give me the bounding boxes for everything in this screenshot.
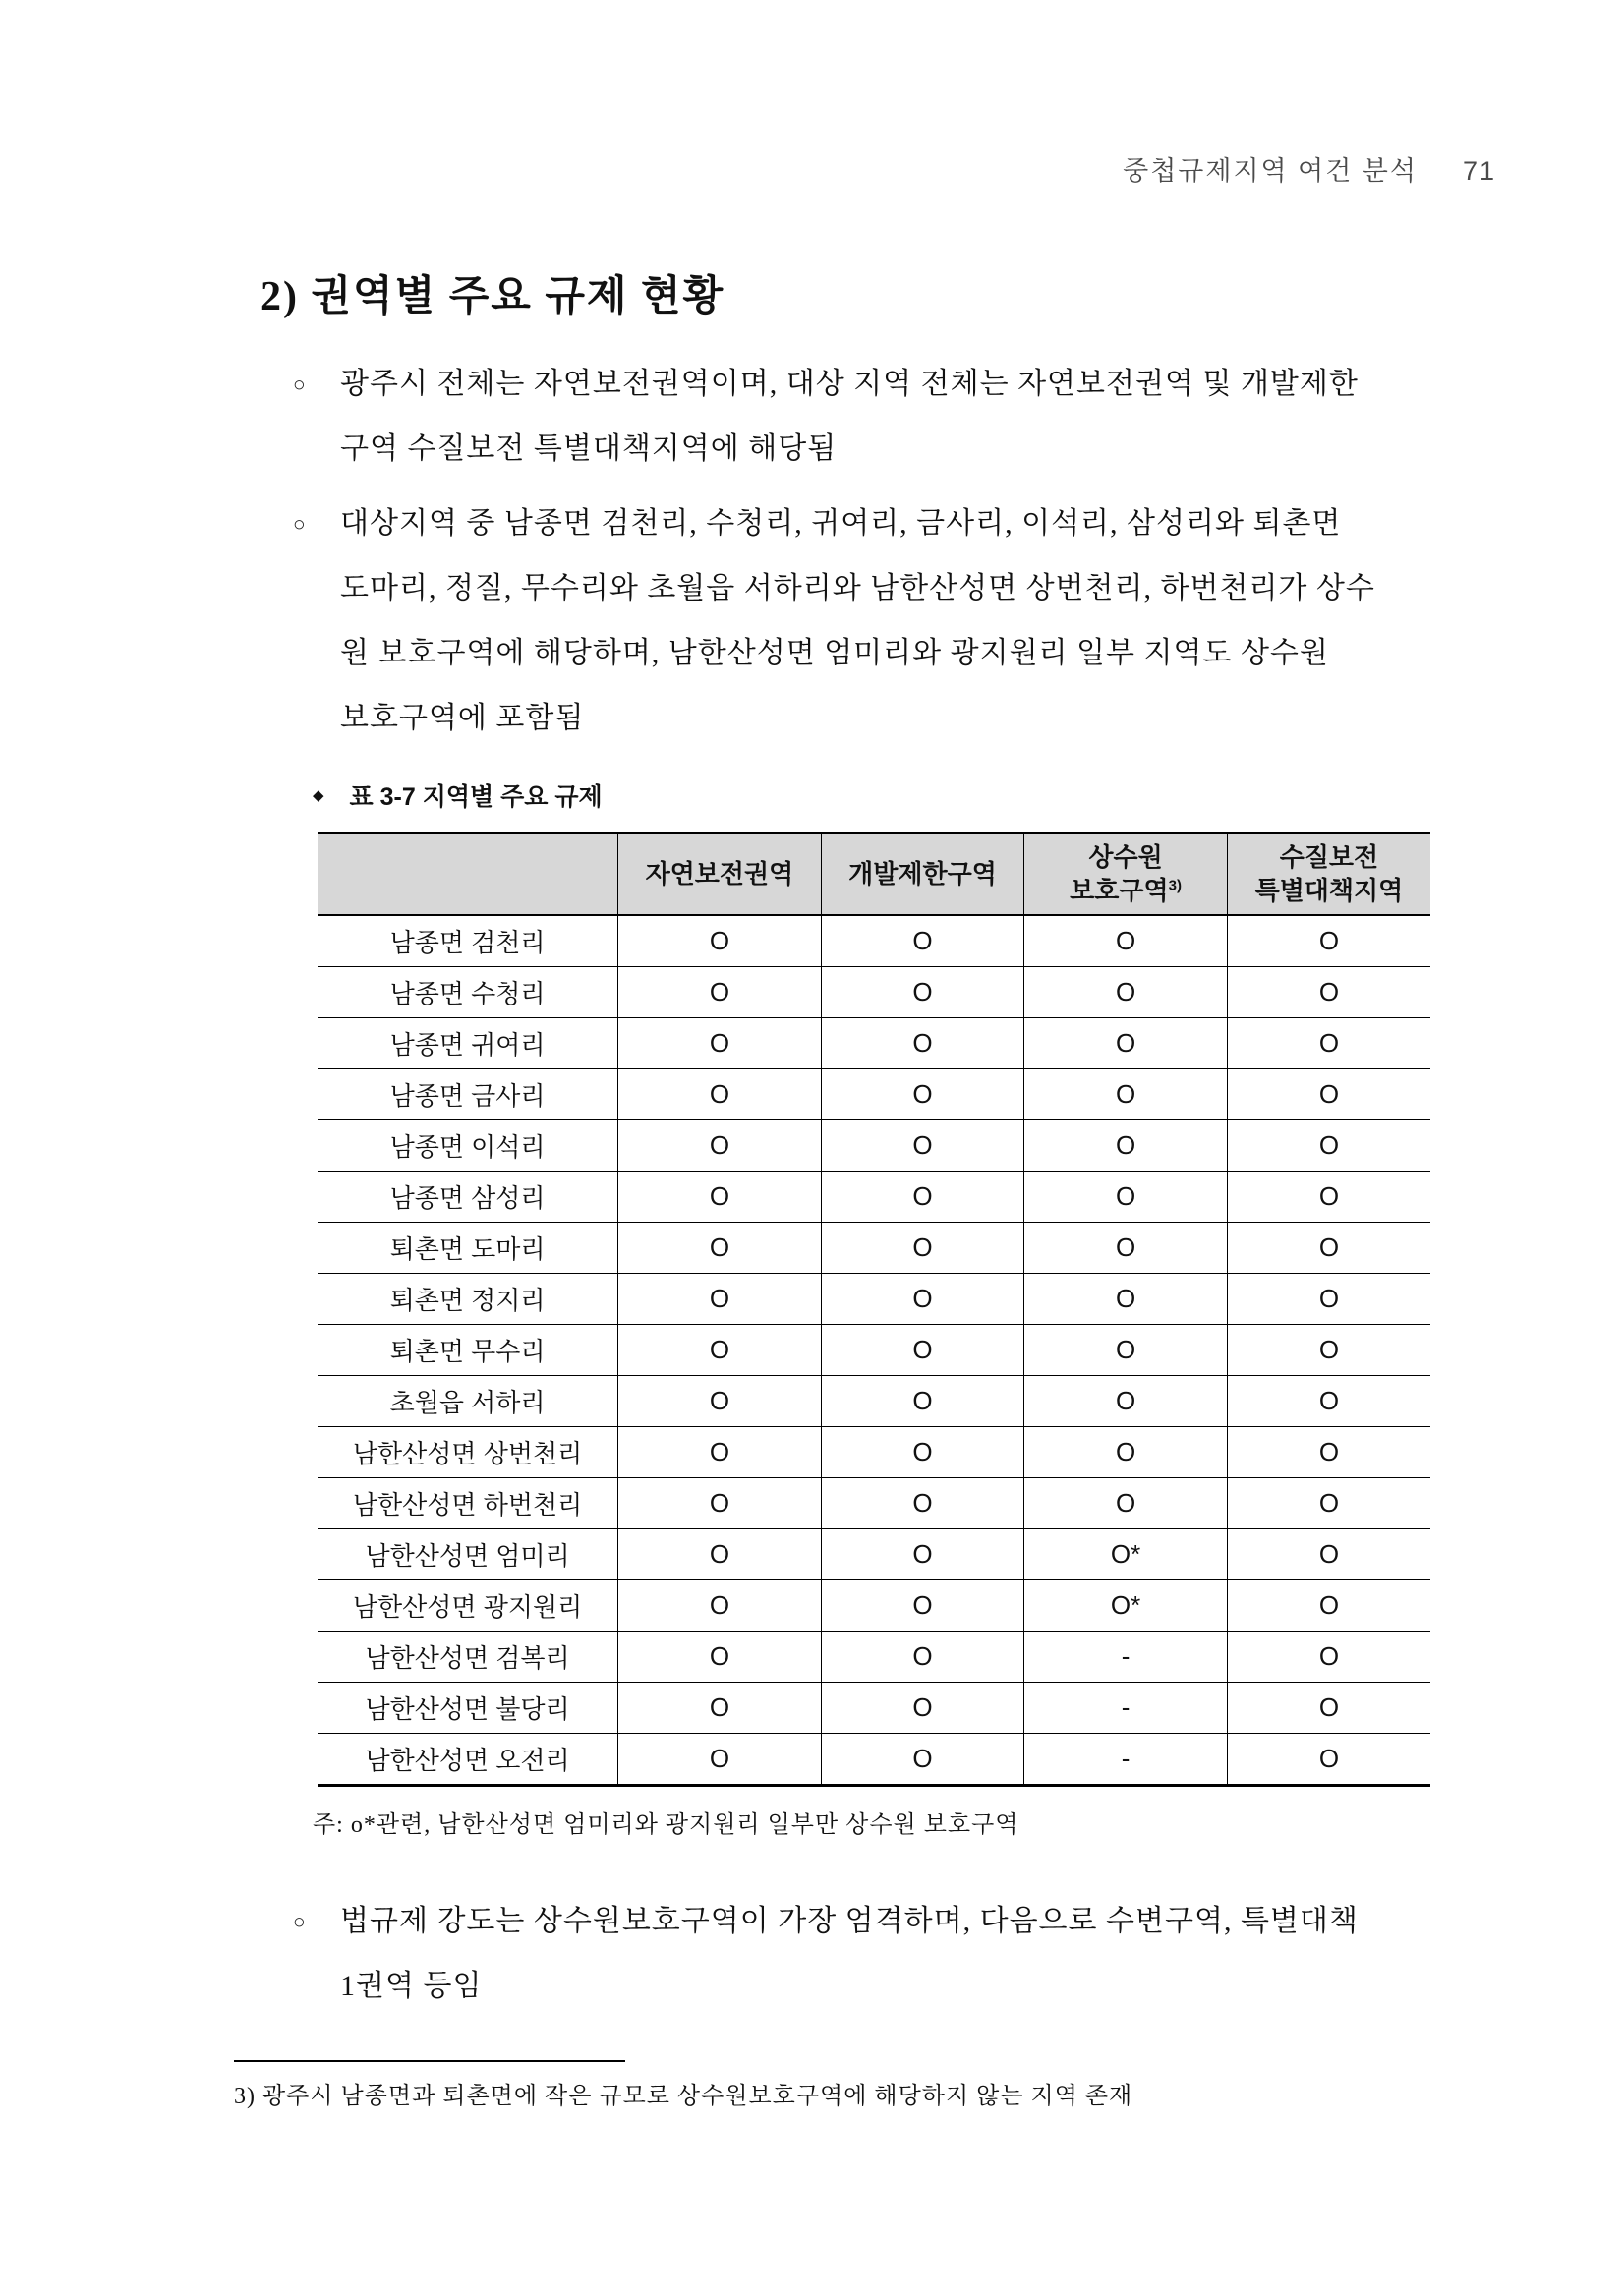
regulation-mark: - [1024, 1632, 1228, 1683]
regulation-mark: O [618, 1632, 822, 1683]
regulation-mark: O [1024, 1172, 1228, 1223]
regulation-mark: O [1227, 1120, 1430, 1172]
text-line: 구역 수질보전 특별대책지역에 해당됨 [340, 432, 838, 465]
regulation-mark: O [1024, 967, 1228, 1018]
regulation-mark: - [1024, 1734, 1228, 1786]
regulation-mark: O [821, 1529, 1024, 1580]
diamond-bullet-icon: ◆ [313, 787, 324, 804]
region-name: 남한산성면 상번천리 [318, 1427, 618, 1478]
region-name: 남종면 금사리 [318, 1069, 618, 1120]
table-row [318, 1069, 1430, 1120]
regulation-mark: O [1227, 1427, 1430, 1478]
region-name: 퇴촌면 도마리 [318, 1223, 618, 1274]
regulation-mark: O [1227, 1325, 1430, 1376]
regulation-mark: O [1227, 1172, 1430, 1223]
regulation-mark: O [1024, 1478, 1228, 1529]
region-name: 남한산성면 검복리 [318, 1632, 618, 1683]
region-name: 남종면 이석리 [318, 1120, 618, 1172]
regulation-mark: O [821, 1120, 1024, 1172]
regulation-table [318, 832, 1430, 1787]
regulation-mark: O [821, 967, 1024, 1018]
region-name: 남종면 귀여리 [318, 1018, 618, 1069]
bullet-paragraph [293, 1889, 1359, 2019]
table-row [318, 1325, 1430, 1376]
footnote-ref: 3) [1168, 876, 1182, 893]
regulation-mark: O* [1024, 1580, 1228, 1632]
regulation-mark: O [618, 1172, 822, 1223]
region-name: 남한산성면 엄미리 [318, 1529, 618, 1580]
column-header: 자연보전권역 [618, 833, 822, 916]
regulation-mark: O [821, 1632, 1024, 1683]
region-name: 퇴촌면 정지리 [318, 1274, 618, 1325]
regulation-mark: O [618, 1580, 822, 1632]
region-name: 퇴촌면 무수리 [318, 1325, 618, 1376]
regulation-mark: O* [1024, 1529, 1228, 1580]
bullet-paragraph [293, 491, 1375, 751]
regulation-mark: O [1024, 1018, 1228, 1069]
text-line: 법규제 강도는 상수원보호구역이 가장 엄격하며, 다음으로 수변구역, 특별대책 [340, 1905, 1359, 1937]
table-row [318, 1223, 1430, 1274]
text-line: 광주시 전체는 자연보전권역이며, 대상 지역 전체는 자연보전권역 및 개발제한 [340, 368, 1359, 400]
regulation-mark: O [618, 1120, 822, 1172]
regulation-mark: O [618, 1478, 822, 1529]
regulation-mark: O [821, 915, 1024, 967]
table-row [318, 1274, 1430, 1325]
table-row [318, 1120, 1430, 1172]
regulation-mark: O [821, 1274, 1024, 1325]
footnote: 3) 광주시 남종면과 퇴촌면에 작은 규모로 상수원보호구역에 해당하지 않는 지역 존재 [234, 2084, 1133, 2109]
regulation-mark: O [1227, 1580, 1430, 1632]
regulation-mark: - [1024, 1683, 1228, 1734]
regulation-mark: O [821, 1069, 1024, 1120]
footnote-divider [234, 2060, 625, 2062]
regulation-mark: O [1024, 1274, 1228, 1325]
regulation-mark: O [1227, 1018, 1430, 1069]
table-row [318, 1172, 1430, 1223]
running-head [1123, 149, 1496, 188]
regulation-mark: O [821, 1325, 1024, 1376]
regulation-mark: O [821, 1478, 1024, 1529]
regulation-mark: O [1227, 1069, 1430, 1120]
regulation-mark: O [618, 915, 822, 967]
regulation-mark: O [618, 1734, 822, 1786]
section-title: 2) 권역별 주요 규제 현황 [261, 274, 725, 319]
regulation-mark: O [618, 1069, 822, 1120]
regulation-mark: O [1227, 1274, 1430, 1325]
column-header: 개발제한구역 [821, 833, 1024, 916]
regulation-mark: O [821, 1580, 1024, 1632]
running-head-title: 중첩규제지역 여건 분석 [1123, 156, 1418, 186]
table-row [318, 1580, 1430, 1632]
region-name: 남종면 검천리 [389, 928, 546, 957]
regulation-mark: O [821, 1683, 1024, 1734]
table-row [318, 1478, 1430, 1529]
regulation-mark: O [618, 1427, 822, 1478]
text-line: 원 보호구역에 해당하며, 남한산성면 엄미리와 광지원리 일부 지역도 상수원 [340, 637, 1329, 669]
regulation-mark: O [1227, 1376, 1430, 1427]
table-row [318, 1529, 1430, 1580]
regulation-mark: O [618, 1325, 822, 1376]
regulation-mark: O [1227, 1223, 1430, 1274]
regulation-mark: O [821, 1223, 1024, 1274]
region-name: 남한산성면 불당리 [318, 1683, 618, 1734]
region-name: 남한산성면 광지원리 [318, 1580, 618, 1632]
text-line: 1권역 등임 [340, 1970, 483, 2002]
circle-bullet-icon: ○ [293, 373, 306, 396]
paragraph-lines [340, 352, 1359, 482]
regulation-mark: O [821, 1376, 1024, 1427]
table-caption-text: 표 3-7 지역별 주요 규제 [349, 783, 603, 811]
regulation-mark: O [1024, 915, 1228, 967]
region-name: 남한산성면 오전리 [318, 1734, 618, 1786]
regulation-mark: O [1024, 1223, 1228, 1274]
regulation-mark: O [618, 1018, 822, 1069]
regulation-mark: O [618, 1274, 822, 1325]
regulation-mark: O [1227, 967, 1430, 1018]
regulation-mark: O [1024, 1376, 1228, 1427]
table-row [318, 1427, 1430, 1478]
regulation-mark: O [1024, 1325, 1228, 1376]
regulation-mark: O [1227, 1683, 1430, 1734]
regulation-mark: O [618, 1683, 822, 1734]
regulation-mark: O [1227, 1734, 1430, 1786]
page-number: 71 [1462, 156, 1496, 186]
regulation-mark: O [1227, 915, 1430, 967]
table-row [318, 967, 1430, 1018]
table-row [318, 1018, 1430, 1069]
circle-bullet-icon: ○ [293, 1910, 306, 1933]
regulation-mark: O [618, 967, 822, 1018]
regulation-mark: O [1227, 1529, 1430, 1580]
text-line: 대상지역 중 남종면 검천리, 수청리, 귀여리, 금사리, 이석리, 삼성리와 퇴촌면 [340, 507, 1342, 540]
region-name: 남한산성면 하번천리 [318, 1478, 618, 1529]
regulation-mark: O [618, 1223, 822, 1274]
region-name: 남종면 삼성리 [318, 1172, 618, 1223]
regulation-mark: O [821, 1734, 1024, 1786]
regulation-mark: O [821, 1018, 1024, 1069]
region-name: 초월읍 서하리 [318, 1376, 618, 1427]
regulation-mark: O [1024, 1427, 1228, 1478]
table-row [318, 1632, 1430, 1683]
column-header [318, 833, 618, 916]
regulation-mark: O [1024, 1120, 1228, 1172]
column-header: 수질보전 특별대책지역 [1227, 833, 1430, 916]
table-caption [313, 777, 603, 813]
table-row [318, 1734, 1430, 1786]
regulation-mark: O [1227, 1632, 1430, 1683]
bullet-paragraph [293, 352, 1359, 482]
regulation-mark: O [618, 1376, 822, 1427]
table-header-row [318, 833, 1430, 916]
paragraph-lines [340, 491, 1375, 751]
table-note: 주: o*관련, 남한산성면 엄미리와 광지원리 일부만 상수원 보호구역 [313, 1812, 1019, 1838]
regulation-mark: O [1024, 1069, 1228, 1120]
table-row [318, 1683, 1430, 1734]
text-line: 보호구역에 포함됨 [340, 702, 585, 734]
paragraph-lines [340, 1889, 1359, 2019]
regulation-mark: O [1227, 1478, 1430, 1529]
regulation-mark: O [618, 1529, 822, 1580]
table-body [318, 915, 1430, 1786]
table-row [318, 915, 1430, 967]
text-line: 도마리, 정질, 무수리와 초월읍 서하리와 남한산성면 상번천리, 하번천리가 상수 [340, 572, 1375, 604]
region-name: 남종면 수청리 [318, 967, 618, 1018]
table-row [318, 1376, 1430, 1427]
column-header: 상수원 보호구역$^{3)}$ [1024, 833, 1228, 916]
regulation-mark: O [821, 1172, 1024, 1223]
circle-bullet-icon: ○ [293, 512, 306, 536]
regulation-mark: O [821, 1427, 1024, 1478]
